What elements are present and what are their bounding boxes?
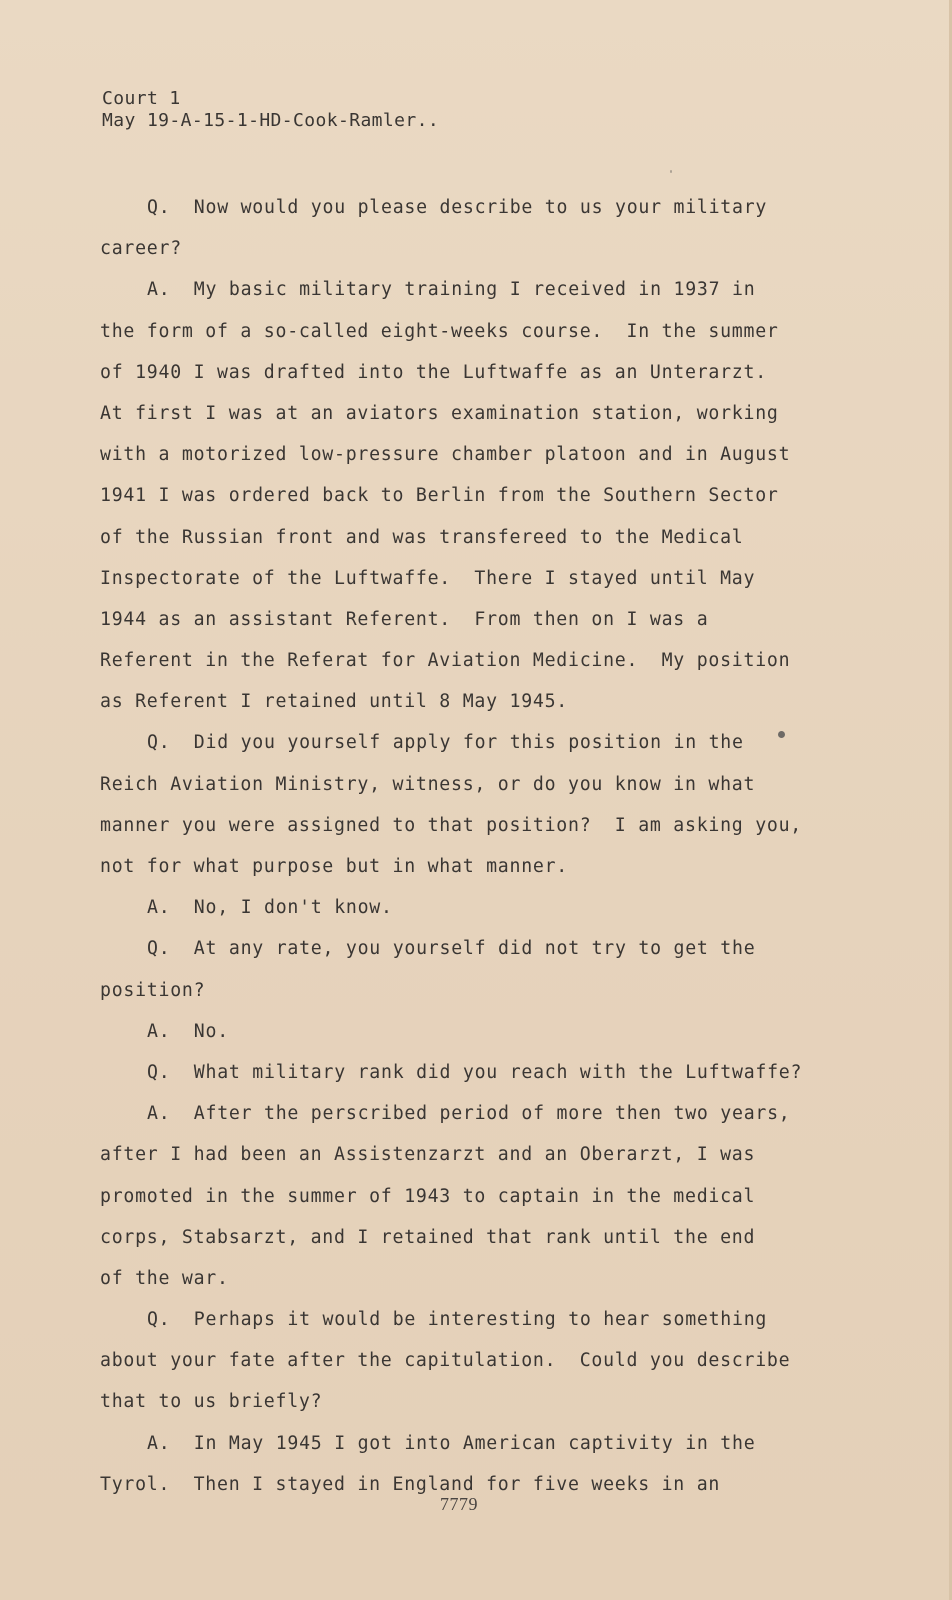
court-label: Court 1 xyxy=(102,88,181,109)
transcript-line: about your fate after the capitulation. Could you describe xyxy=(100,1350,791,1372)
ink-speck xyxy=(670,170,672,173)
transcript-line: as Referent I retained until 8 May 1945. xyxy=(100,691,568,713)
ink-speck xyxy=(778,731,785,738)
page-number: 7779 xyxy=(440,1494,478,1514)
transcript-line: with a motorized low-pressure chamber platoon and in August xyxy=(100,444,791,466)
transcript-line: Q. Now would you please describe to us your military xyxy=(147,197,768,218)
transcript-line: Q. At any rate, you yourself did not try to get the xyxy=(147,938,756,960)
transcript-line: not for what purpose but in what manner. xyxy=(100,856,568,877)
transcript-line: career? xyxy=(100,238,182,260)
transcript-line: Referent in the Referat for Aviation Medicine. My position xyxy=(100,650,791,672)
transcript-line: manner you were assigned to that position? I am asking you, xyxy=(100,814,802,836)
transcript-line: 1944 as an assistant Referent. From then on I was a xyxy=(100,608,709,630)
transcript-line: A. In May 1945 I got into American captivity in the xyxy=(147,1432,756,1454)
transcript-line: A. No, I don't know. xyxy=(147,897,393,919)
transcript-line: 1941 I was ordered back to Berlin from the Southern Sector xyxy=(100,485,779,507)
transcript-line: Q. Perhaps it would be interesting to hear something xyxy=(147,1309,768,1331)
transcript-line: A. After the perscribed period of more then two years, xyxy=(147,1103,791,1125)
transcript-line: Tyrol. Then I stayed in England for five weeks in an xyxy=(100,1473,721,1495)
document-header xyxy=(102,88,439,132)
transcript-line: Reich Aviation Ministry, witness, or do you know in what xyxy=(100,773,756,795)
transcript-line: of 1940 I was drafted into the Luftwaffe as an Unterarzt. xyxy=(100,361,767,383)
transcript-line: Inspectorate of the Luftwaffe. There I stayed until May xyxy=(100,567,756,589)
transcript-line: A. No. xyxy=(147,1020,229,1042)
transcript-line: Q. Did you yourself apply for this position in the xyxy=(147,732,744,754)
transcript-line: A. My basic military training I received in 1937 in xyxy=(147,279,756,301)
transcript-line: corps, Stabsarzt, and I retained that rank until the end xyxy=(100,1226,756,1248)
transcript-line: of the war. xyxy=(100,1267,229,1289)
transcript-line: the form of a so-called eight-weeks course. In the summer xyxy=(100,320,779,342)
transcript-line: of the Russian front and was transfereed to the Medical xyxy=(100,526,744,548)
transcript-line: promoted in the summer of 1943 to captain in the medical xyxy=(100,1185,756,1207)
transcript-line: after I had been an Assistenzarzt and an Oberarzt, I was xyxy=(100,1144,756,1166)
transcript-line: Q. What military rank did you reach with the Luftwaffe? xyxy=(147,1061,803,1083)
transcript-line: that to us briefly? xyxy=(100,1391,323,1413)
session-reference: May 19-A-15-1-HD-Cook-Ramler.. xyxy=(102,110,440,131)
transcript-line: position? xyxy=(100,979,206,1001)
transcript-body xyxy=(100,187,840,1505)
transcript-line: At first I was at an aviators examination station, working xyxy=(100,402,779,424)
